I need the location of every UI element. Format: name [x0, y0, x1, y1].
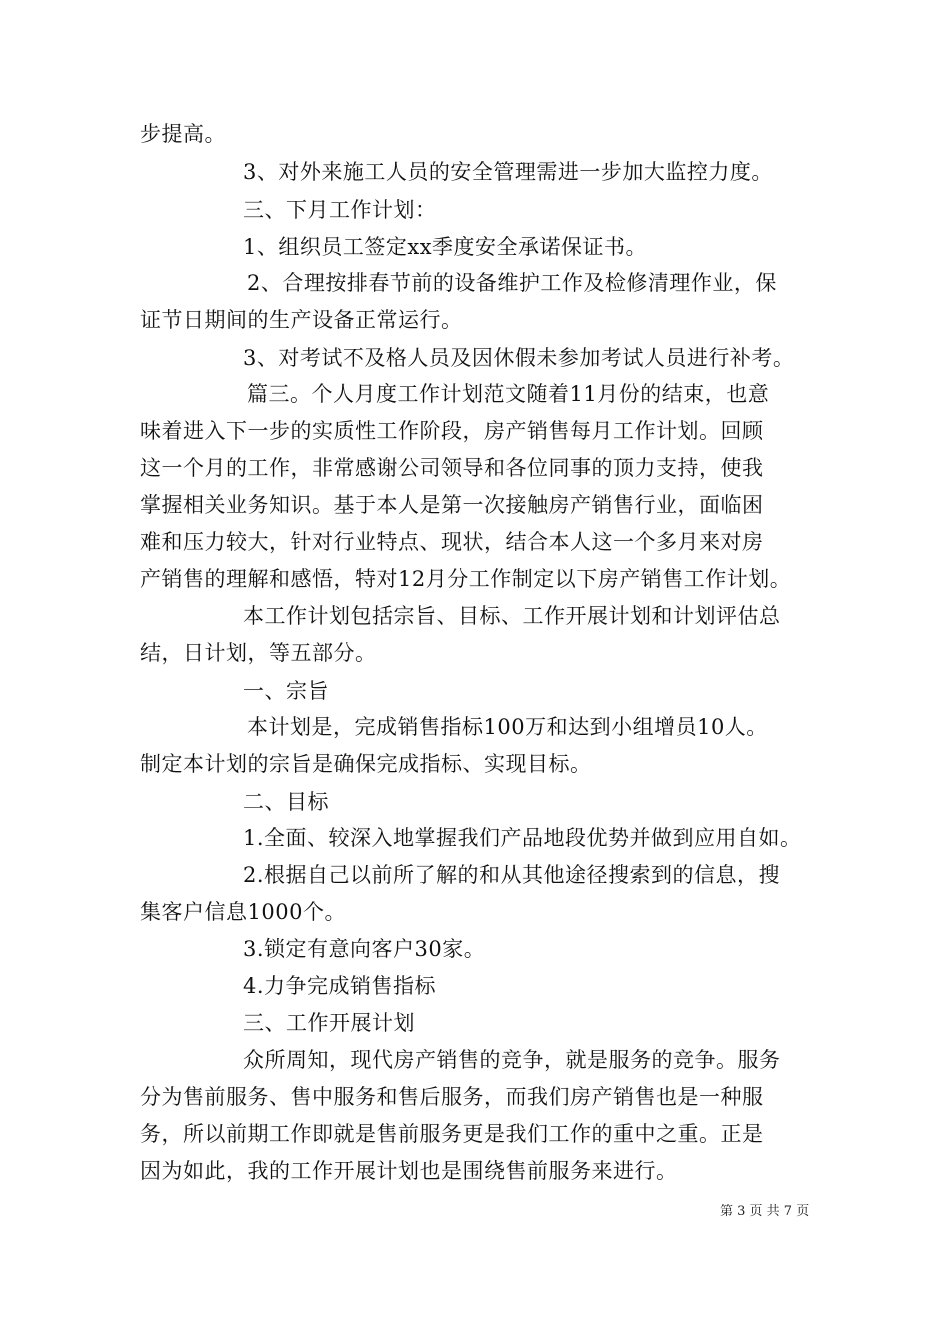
list-item: 4.力争完成销售指标	[243, 974, 437, 998]
list-item: 3.锁定有意向客户30家。	[243, 937, 486, 961]
text-line: 证节日期间的生产设备正常运行。	[140, 308, 463, 332]
text-line: 3、对考试不及格人员及因休假未参加考试人员进行补考。	[243, 346, 795, 370]
section-heading: 一、宗旨	[243, 679, 329, 703]
text-line: 本工作计划包括宗旨、目标、工作开展计划和计划评估总	[243, 604, 781, 628]
list-item: 2.根据自己以前所了解的和从其他途径搜索到的信息，搜	[243, 863, 781, 887]
text-line: 本计划是，完成销售指标100万和达到小组增员10人。	[247, 715, 768, 739]
text-line: 篇三。个人月度工作计划范文随着11月份的结束，也意	[247, 382, 770, 406]
text-line: 味着进入下一步的实质性工作阶段，房产销售每月工作计划。回顾	[140, 419, 764, 443]
section-heading: 三、工作开展计划	[243, 1011, 415, 1035]
section-heading: 二、目标	[243, 790, 329, 814]
text-line: 众所周知，现代房产销售的竞争，就是服务的竞争。服务	[243, 1048, 781, 1072]
text-line: 务，所以前期工作即就是售前服务更是我们工作的重中之重。正是	[140, 1122, 764, 1146]
text-line: 结，日计划，等五部分。	[140, 641, 377, 665]
text-line: 1、组织员工签定xx季度安全承诺保证书。	[243, 235, 648, 259]
text-line: 分为售前服务、售中服务和售后服务，而我们房产销售也是一种服	[140, 1085, 764, 1109]
text-line: 产销售的理解和感悟，特对12月分工作制定以下房产销售工作计划。	[140, 567, 792, 591]
text-line: 集客户信息1000个。	[140, 900, 346, 924]
section-heading: 三、下月工作计划：	[243, 198, 437, 222]
page-number: 第 3 页 共 7 页	[720, 1204, 810, 1219]
text-line: 步提高。	[140, 122, 226, 146]
text-line: 掌握相关业务知识。基于本人是第一次接触房产销售行业，面临困	[140, 493, 764, 517]
text-line: 2、合理按排春节前的设备维护工作及检修清理作业，保	[247, 271, 777, 295]
text-line: 制定本计划的宗旨是确保完成指标、实现目标。	[140, 752, 592, 776]
text-line: 这一个月的工作，非常感谢公司领导和各位同事的顶力支持，使我	[140, 456, 764, 480]
text-line: 因为如此，我的工作开展计划也是围绕售前服务来进行。	[140, 1159, 678, 1183]
list-item: 1.全面、较深入地掌握我们产品地段优势并做到应用自如。	[243, 826, 802, 850]
text-line: 难和压力较大，针对行业特点、现状，结合本人这一个多月来对房	[140, 530, 764, 554]
text-line: 3、对外来施工人员的安全管理需进一步加大监控力度。	[243, 160, 773, 184]
